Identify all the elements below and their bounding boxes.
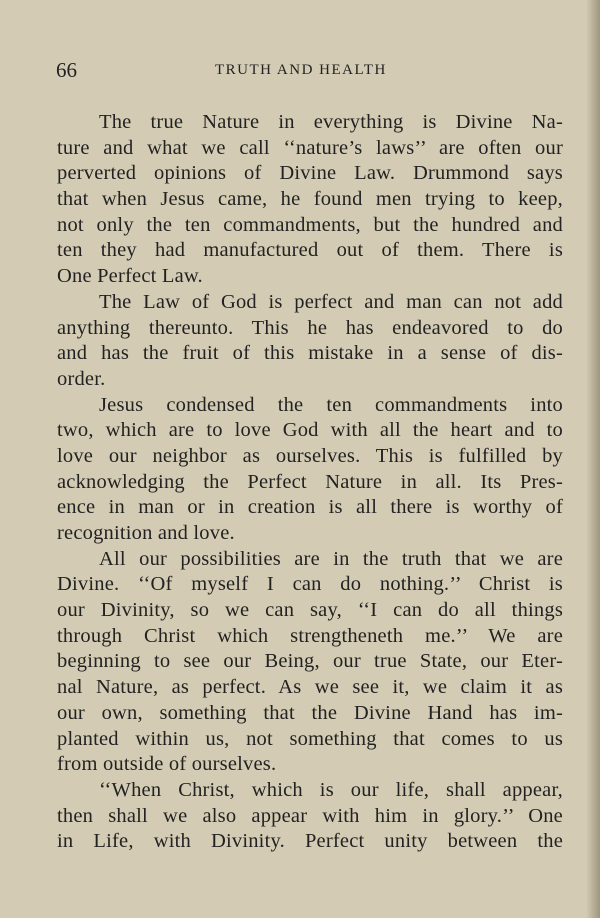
text-line: recognition and love. (57, 522, 235, 544)
text-line: that when Jesus came, he found men trying to keep, (57, 188, 563, 211)
text-line: ture and what we call ‘‘nature’s laws’’ are often our (57, 136, 563, 159)
text-line: Divine. ‘‘Of myself I can do nothing.’’ Christ is (57, 573, 563, 596)
running-title: TRUTH AND HEALTH (215, 62, 387, 78)
text-line: in Life, with Divinity. Perfect unity between the (57, 830, 563, 853)
text-line: and has the fruit of this mistake in a sense of dis- (57, 342, 563, 365)
text-line: ence in man or in creation is all there is worthy of (57, 496, 563, 519)
text-line: love our neighbor as ourselves. This is fulfilled by (57, 444, 563, 467)
text-line: through Christ which strengtheneth me.’’ We are (57, 624, 563, 647)
text-line: ‘‘When Christ, which is our life, shall appear, (99, 778, 563, 801)
text-line: All our possibilities are in the truth that we are (99, 547, 563, 570)
paragraph (57, 393, 563, 547)
text-line: nal Nature, as perfect. As we see it, we claim it as (57, 676, 563, 699)
page-edge-shadow (586, 0, 600, 918)
text-line: two, which are to love God with all the heart and to (57, 419, 563, 442)
text-line: One Perfect Law. (57, 265, 203, 288)
text-line: Jesus condensed the ten commandments into (99, 393, 563, 416)
text-line: order. (57, 367, 106, 390)
text-line: beginning to see our Being, our true State, our Eter- (57, 650, 563, 673)
paragraph (57, 778, 563, 855)
text-line: not only the ten commandments, but the hundred and (57, 213, 563, 236)
text-line: planted within us, not something that comes to us (57, 727, 563, 750)
paragraph (57, 110, 563, 290)
paragraph (57, 290, 563, 393)
text-line: The true Nature in everything is Divine Na- (99, 111, 563, 133)
text-line: from outside of ourselves. (57, 753, 277, 776)
text-line: then shall we also appear with him in glory.’’ One (57, 804, 563, 827)
text-line: our own, something that the Divine Hand has im- (57, 701, 563, 724)
text-line: The Law of God is perfect and man can not add (99, 290, 563, 313)
text-line: perverted opinions of Divine Law. Drummond says (57, 162, 563, 185)
text-line: anything thereunto. This he has endeavored to do (57, 316, 563, 339)
text-line: our Divinity, so we can say, ‘‘I can do all things (57, 599, 563, 622)
paragraph (57, 547, 563, 778)
text-line: ten they had manufactured out of them. There is (57, 239, 563, 262)
text-line: acknowledging the Perfect Nature in all. Its Pres- (57, 470, 563, 493)
page-number: 66 (56, 58, 77, 82)
body-text (57, 110, 563, 855)
